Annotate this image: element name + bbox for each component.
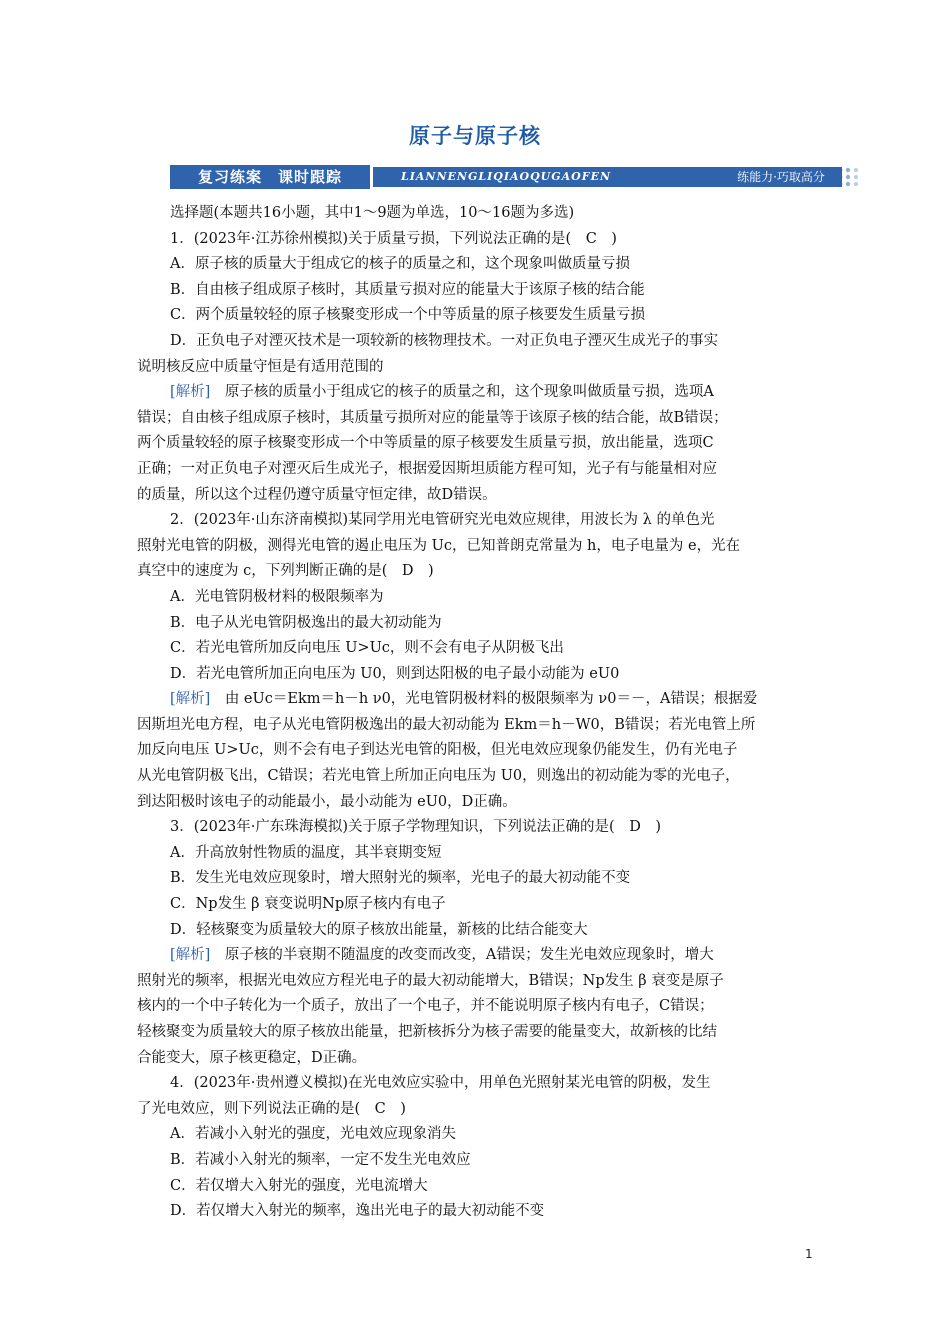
q4-option-b: B．若减小入射光的频率，一定不发生光电效应 [170, 1151, 471, 1168]
q2-solution-line4: 从光电管阴极飞出，C错误；若光电管上所加正向电压为 U0，则逸出的初动能为零的光电子， [137, 768, 740, 785]
q1-solution-line3: 两个质量较轻的原子核聚变形成一个中等质量的原子核要发生质量亏损，放出能量，选项C [137, 435, 714, 452]
q2-option-d: D．若光电管所加正向电压为 U0，则到达阳极的电子最小动能为 eU0 [170, 665, 620, 682]
question-content [137, 201, 813, 1225]
q2-solution-line2: 因斯坦光电方程，电子从光电管阴极逸出的最大初动能为 Ekm＝h－W0，B错误；若光电管上所 [137, 716, 756, 733]
banner-pinyin-label: LIANNENGLIQIAOQUGAOFEN [373, 167, 799, 187]
q4-stem-line2: 了光电效应，则下列说法正确的是( C ) [137, 1100, 406, 1117]
q3-solution-line2: 照射光的频率，根据光电效应方程光电子的最大初动能增大，B错误；Np发生 β 衰变是原子 [137, 972, 724, 989]
q2-solution-line3: 加反向电压 U>Uc，则不会有电子到达光电管的阳极，但光电效应现象仍能发生，仍有光电子 [137, 742, 738, 759]
q2-solution-line5: 到达阳极时该电子的动能最小，最小动能为 eU0，D正确。 [137, 793, 517, 810]
q1-stem: 1．(2023年·江苏徐州模拟)关于质量亏损，下列说法正确的是( C ) [170, 230, 617, 247]
solution-tag: [解析] [170, 691, 211, 708]
page-number: 1 [805, 1247, 813, 1261]
q3-solution-line4: 轻核聚变为质量较大的原子核放出能量，把新核拆分为核子需要的能量变大，故新核的比结 [137, 1024, 717, 1040]
banner-section-label: 复习练案 课时跟踪 [170, 165, 370, 189]
q3-solution-text: 原子核的半衰期不随温度的改变而改变，A错误；发生光电效应现象时，增大 [210, 947, 714, 964]
q4-stem-line1: 4．(2023年·贵州遵义模拟)在光电效应实验中，用单色光照射某光电管的阴极，发生 [170, 1075, 711, 1092]
q3-solution-line5: 合能变大，原子核更稳定，D正确。 [137, 1049, 367, 1066]
q2-stem-line1: 2．(2023年·山东济南模拟)某同学用光电管研究光电效应规律，用波长为 λ 的单色光 [170, 512, 715, 529]
q4-option-c: C．若仅增大入射光的强度，光电流增大 [170, 1177, 428, 1194]
q1-option-c: C．两个质量较轻的原子核聚变形成一个中等质量的原子核要发生质量亏损 [170, 307, 646, 324]
q2-option-c: C．若光电管所加反向电压 U>Uc，则不会有电子从阴极飞出 [170, 640, 564, 657]
q1-solution-line4: 正确；一对正负电子对湮灭后生成光子，根据爱因斯坦质能方程可知，光子有与能量相对应 [137, 460, 717, 477]
q3-option-c: C．Np发生 β 衰变说明Np原子核内有电子 [170, 896, 446, 913]
q3-solution-line3: 核内的一个中子转化为一个质子，放出了一个电子，并不能说明原子核内有电子，C错误； [137, 998, 714, 1015]
q2-stem-line2: 照射光电管的阴极，测得光电管的遏止电压为 Uc，已知普朗克常量为 h，电子电量为 e，光在 [137, 537, 741, 554]
q2-option-b: B．电子从光电管阴极逸出的最大初动能为 [170, 614, 442, 631]
banner-slogan: 练能力·巧取高分 [720, 167, 842, 187]
solution-tag: [解析] [170, 947, 211, 964]
q2-option-a: A．光电管阴极材料的极限频率为 [170, 588, 384, 605]
q3-option-a: A．升高放射性物质的温度，其半衰期变短 [170, 844, 442, 861]
q1-solution-line2: 错误；自由核子组成原子核时，其质量亏损所对应的能量等于该原子核的结合能，故B错误； [137, 409, 728, 426]
q4-option-a: A．若减小入射光的强度，光电效应现象消失 [170, 1126, 456, 1143]
q1-option-d-line2: 说明核反应中质量守恒是有适用范围的 [137, 358, 384, 375]
q1-option-a: A．原子核的质量大于组成它的核子的质量之和，这个现象叫做质量亏损 [170, 256, 630, 273]
q1-option-d-line1: D．正负电子对湮灭技术是一项较新的核物理技术。一对正负电子湮灭生成光子的事实 [170, 332, 719, 349]
solution-tag: [解析] [170, 384, 211, 401]
section-banner [170, 165, 842, 189]
q1-solution-line1 [137, 380, 813, 406]
section-intro: 选择题(本题共16小题，其中1～9题为单选，10～16题为多选) [170, 205, 575, 221]
q3-option-b: B．发生光电效应现象时，增大照射光的频率，光电子的最大初动能不变 [170, 870, 631, 887]
q3-solution-line1 [137, 943, 813, 969]
q3-option-d: D．轻核聚变为质量较大的原子核放出能量，新核的比结合能变大 [170, 921, 588, 938]
q1-solution-text: 原子核的质量小于组成它的核子的质量之和，这个现象叫做质量亏损，选项A [210, 384, 714, 401]
q2-stem-line3: 真空中的速度为 c，下列判断正确的是( D ) [137, 563, 434, 580]
q2-solution-line1 [137, 687, 813, 713]
q4-option-d: D．若仅增大入射光的频率，逸出光电子的最大初动能不变 [170, 1203, 545, 1220]
q2-solution-text: 由 eUc＝Ekm＝h－h ν0，光电管阴极材料的极限频率为 ν0＝－，A错误；根据爱 [210, 691, 758, 708]
q3-stem: 3．(2023年·广东珠海模拟)关于原子学物理知识，下列说法正确的是( D ) [170, 819, 661, 836]
page-title: 原子与原子核 [409, 124, 541, 148]
q1-solution-line5: 的质量，所以这个过程仍遵守质量守恒定律，故D错误。 [137, 486, 497, 503]
q1-option-b: B．自由核子组成原子核时，其质量亏损对应的能量大于该原子核的结合能 [170, 281, 645, 298]
